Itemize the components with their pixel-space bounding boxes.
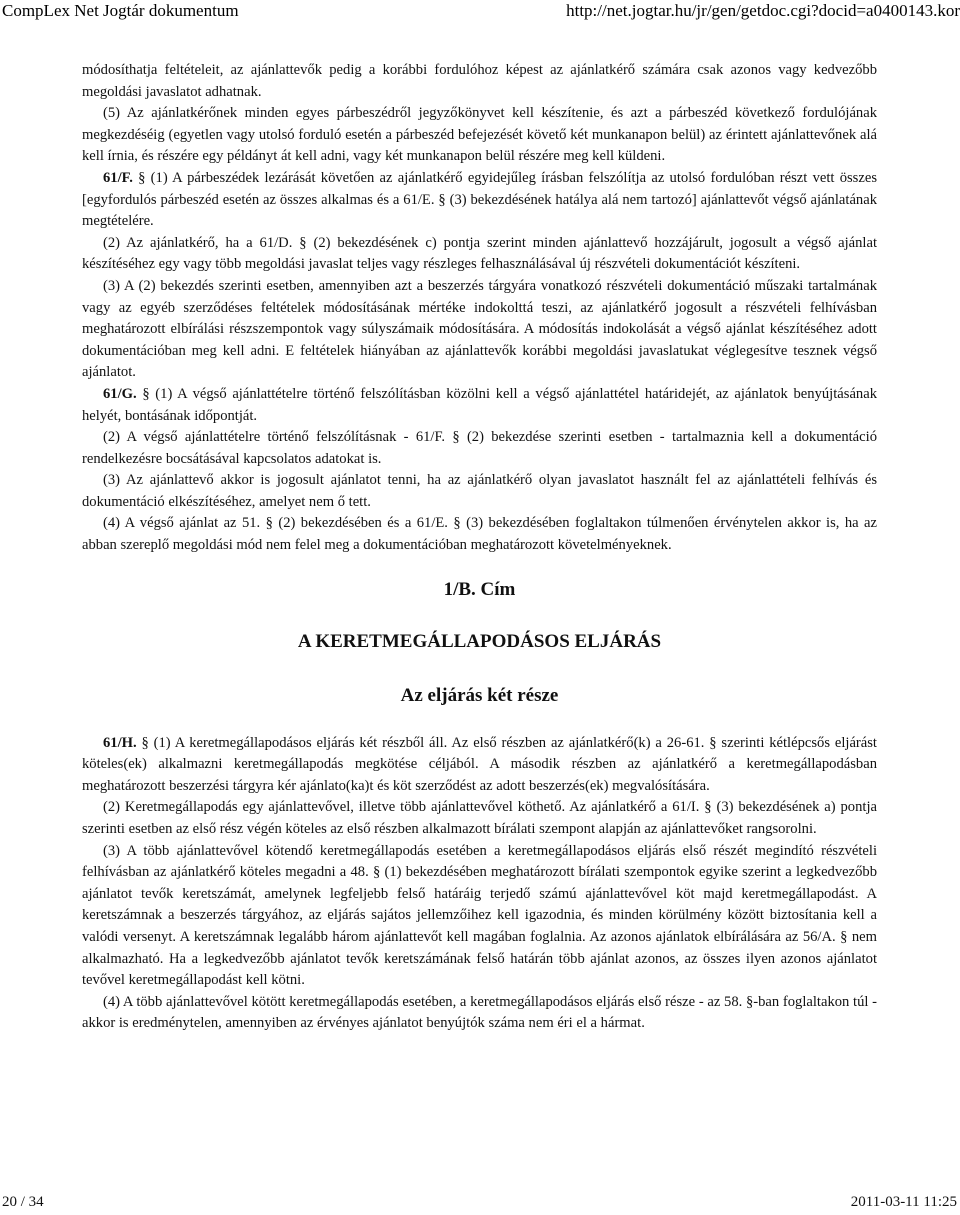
section-heading-title: 1/B. Cím — [443, 578, 516, 600]
paragraph — [82, 384, 877, 427]
section-number: 61/H. — [103, 734, 137, 751]
header-title: CompLex Net Jogtár dokumentum — [2, 1, 239, 20]
paragraph-text: (2) A végső ajánlattételre történő felszólításnak - 61/F. § (2) bekezdése szerinti esetben - tartalmaznia kell a dokumentáció rendelkezésre bocsátásával kapcsolatos adatokat is. — [82, 429, 877, 467]
paragraph-text: (3) Az ajánlattevő akkor is jogosult ajánlatot tenni, ha az ajánlatkérő olyan javaslatot használt fel az ajánlattételi felhívás és dokumentáció elkészítéséhez, amelyet nem ő tett. — [82, 472, 877, 510]
paragraph — [82, 992, 877, 1035]
paragraph — [82, 470, 877, 513]
paragraph — [82, 513, 877, 556]
paragraph — [82, 103, 877, 168]
paragraph-text: (2) Az ajánlatkérő, ha a 61/D. § (2) bekezdésének c) pontja szerint minden ajánlattevő hozzájárult, jogosult a végső ajánlat készítéséhez egy vagy több megoldási javaslat teljes vagy részleges felhasználásával új részvételi dokumentációt készíteni. — [82, 234, 877, 273]
section-number: 61/F. — [103, 169, 133, 186]
paragraph — [82, 276, 877, 384]
paragraph-group-2 — [82, 733, 877, 1035]
print-timestamp: 2011-03-11 11:25 — [850, 1194, 957, 1210]
document-body — [82, 60, 877, 1035]
section-number: 61/G. — [103, 385, 137, 402]
section-heading-main: A KERETMEGÁLLAPODÁSOS ELJÁRÁS — [297, 630, 662, 652]
paragraph-text: (3) A (2) bekezdés szerinti esetben, amennyiben azt a beszerzés tárgyára vonatkozó részvételi dokumentáció műszaki tartalmának vagy az egyéb szerződéses feltételek módosításának mértéke indokolttá teszi, az ajánlatkérő jogosult a részvételi felhívásban meghatározott elbírálási részszempontok vagy súlyszámaik módosítására. A módosítás indokolását a végső ajánlat készítéséhez adott dokumentációban meg kell adni. E feltételek hiányában az ajánlattevők korábbi megoldási javaslatukat véglegesítve tesznek végső ajánlatot. — [82, 277, 877, 381]
page-number: 20 / 34 — [2, 1194, 44, 1210]
paragraph — [82, 733, 877, 798]
paragraph — [82, 841, 877, 992]
paragraph-text: (4) A végső ajánlat az 51. § (2) bekezdésében és a 61/E. § (3) bekezdésében foglaltakon túlmenően érvénytelen akkor is, ha az abban szereplő megoldási mód nem felel meg a dokumentációban meghatározott követelményeknek. — [82, 515, 877, 554]
paragraph — [82, 168, 877, 233]
paragraph-text: § (1) A párbeszédek lezárását követően az ajánlatkérő egyidejűleg írásban felszólítja az utolsó fordulóban részt vett összes [egyfordulós párbeszéd esetén az összes alkalmas és a 61/E. § (3) bekezdésének hatálya alá nem tartozó] ajánlattevőt végső ajánlatának megtételére. — [82, 169, 877, 230]
page-header — [0, 0, 960, 22]
paragraph — [82, 60, 877, 103]
paragraph-text: módosíthatja feltételeit, az ajánlattevők pedig a korábbi fordulóhoz képest az ajánlatkérő számára csak azonos vagy kedvezőbb megoldási javaslatot adhatnak. — [82, 62, 877, 100]
paragraph — [82, 233, 877, 276]
paragraph-text: § (1) A keretmegállapodásos eljárás két részből áll. Az első részben az ajánlatkérő(k) a 26-61. § szerinti kétlépcsős eljárást köteles(ek) alkalmazni keretmegállapodás megkötése céljából. A második részben az ajánlatkérő a keretmegállapodásban meghatározott beszerzési tárgyra kér ajánlato(ka)t és köt szerződést az adott beszerzés(ek) megvalósítására. — [82, 734, 877, 794]
paragraph-group-1 — [82, 60, 877, 557]
paragraph-text: § (1) A végső ajánlattételre történő felszólításban közölni kell a végső ajánlattétel határidejét, az ajánlatok benyújtásának helyét, bontásának időpontját. — [82, 385, 877, 424]
header-url[interactable]: http://net.jogtar.hu/jr/gen/getdoc.cgi?docid=a0400143.kor — [566, 1, 960, 20]
page-footer — [0, 1194, 960, 1214]
paragraph — [82, 797, 877, 840]
paragraph-text: (2) Keretmegállapodás egy ajánlattevővel, illetve több ajánlattevővel köthető. Az ajánlatkérő a 61/I. § (3) bekezdésének a) pontja szerinti esetben az első rész végén köteles az első részben alkalmazott bírálati szempont alapján az ajánlattevőket rangsorolni. — [82, 799, 877, 838]
paragraph-text: (4) A több ajánlattevővel kötött keretmegállapodás esetében, a keretmegállapodásos eljárás első része - az 58. §-ban foglaltakon túl - akkor is eredménytelen, amennyiben az érvényes ajánlatot benyújtók száma nem éri el a hármat. — [82, 993, 877, 1032]
section-heading-sub: Az eljárás két része — [400, 684, 559, 706]
paragraph — [82, 427, 877, 470]
paragraph-text: (3) A több ajánlattevővel kötendő keretmegállapodás esetében a keretmegállapodásos eljárás első részét megindító részvételi felhívásban az ajánlatkérő köteles megadni a 48. § (1) bekezdésében meghatározott bírálati szempontok egyike szerint a legkedvezőbb ajánlatot tevők keretszámát, amelynek legfeljebb felső határáig terjedő számú ajánlattevővel köt majd keretmegállapodást. A keretszámnak a beszerzés tárgyához, az eljárás sajátos jellemzőihez kell igazodnia, és minden körülmény között biztosítania kell a valódi versenyt. A keretszámnak legalább három ajánlattevőt kell magában foglalnia. Az azonos ajánlatok elbírálására az 56/A. § nem alkalmazható. Ha a legkedvezőbb ajánlatot tevők keretszámának felső határán több ajánlat azonos, az összes ilyen azonos ajánlatot tevővel keretmegállapodást kell kötni. — [82, 842, 877, 989]
paragraph-text: (5) Az ajánlatkérőnek minden egyes párbeszédről jegyzőkönyvet kell készítenie, és azt a párbeszéd következő fordulójának megkezdéséig (egyetlen vagy utolsó forduló esetén a párbeszéd befejezését követő két munkanapon belül) az érintett ajánlattevőnek alá kell írnia, és részére egy példányt át kell adni, vagy két munkanapon belül részére meg kell küldeni. — [82, 105, 877, 165]
